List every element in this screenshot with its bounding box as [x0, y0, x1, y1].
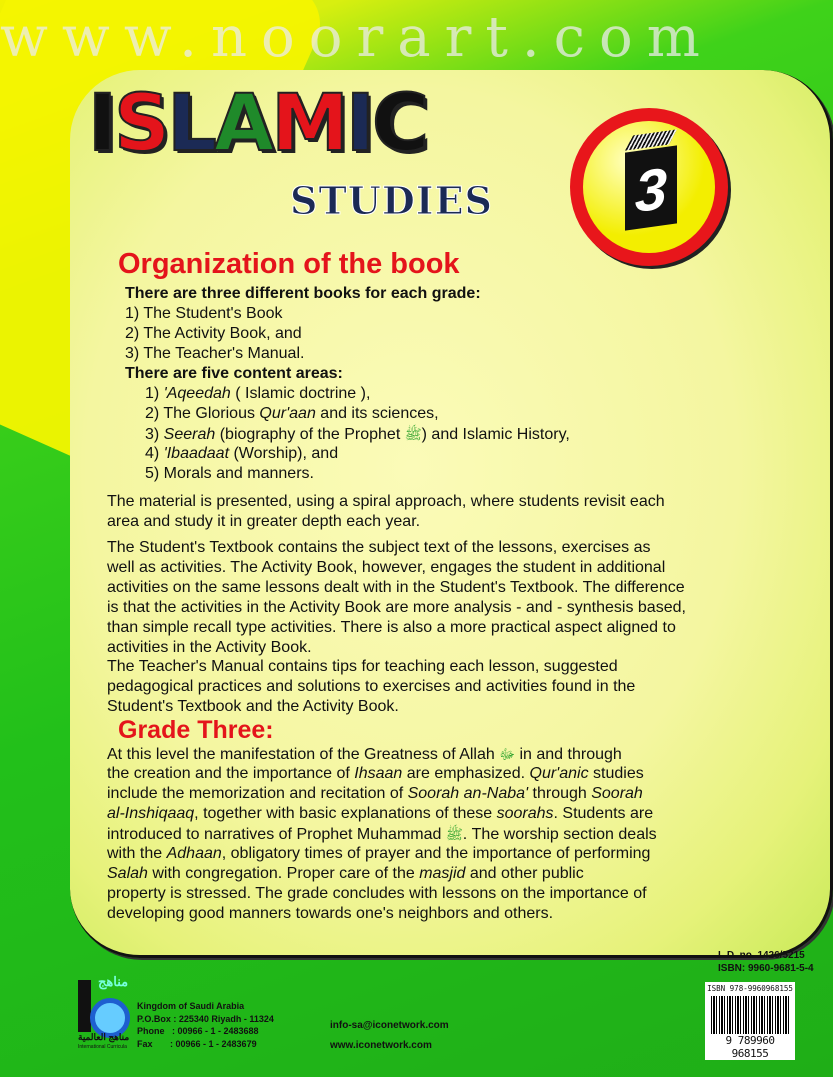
text-line: The Teacher's Manual contains tips for teaching each lesson, suggested	[107, 658, 618, 675]
text-segment: 'Aqeedah	[163, 385, 231, 402]
text-segment: are emphasized.	[402, 765, 530, 782]
text-segment: (Worship), and	[229, 445, 339, 462]
text-segment: and its sciences,	[315, 405, 439, 422]
text-segment: and other public	[465, 865, 584, 882]
text-segment: Qur'anic	[529, 765, 589, 782]
honorific-glyph: ﷺ	[404, 426, 422, 442]
text-line	[107, 804, 657, 824]
text-segment: 3) The Teacher's Manual.	[125, 345, 305, 362]
barcode-bars	[711, 996, 789, 1036]
logo-letter: L	[167, 79, 214, 169]
text-segment: 1)	[145, 385, 164, 402]
barcode	[705, 982, 795, 1060]
text-line: pedagogical practices and solutions to exercises and activities found in the	[107, 678, 636, 695]
text-segment: masjid	[419, 865, 466, 882]
text-segment: 3)	[145, 426, 164, 443]
paragraph-spiral-approach	[107, 492, 665, 532]
text-segment: , obligatory times of prayer and the importance of performing	[221, 845, 651, 862]
address-line: Phone : 00966 - 1 - 2483688	[137, 1026, 259, 1036]
text-line	[107, 744, 657, 764]
text-segment: 1) The Student's Book	[125, 305, 283, 322]
text-segment: soorahs	[496, 805, 554, 822]
legal-deposit-number: L.D. no. 1426/5215	[718, 950, 805, 961]
text-line: activities on the same lessons dealt with in the Student's Textbook. The difference	[107, 579, 685, 596]
text-line	[125, 344, 570, 364]
text-line: than simple recall type activities. There is also a more practical aspect aligned to	[107, 619, 676, 636]
publisher-address	[137, 1000, 274, 1050]
text-line	[107, 784, 657, 804]
text-line: The material is presented, using a spiral approach, where students revisit each	[107, 493, 665, 510]
barcode-isbn: ISBN 978-9960968155	[707, 984, 793, 993]
address-line: Kingdom of Saudi Arabia	[137, 1001, 245, 1011]
text-segment: al-Inshiqaaq	[107, 805, 195, 822]
text-segment: Adhaan	[166, 845, 222, 862]
text-segment: (biography of the Prophet	[215, 426, 405, 443]
logo-letter: S	[114, 79, 168, 169]
text-segment: developing good manners towards one's neighbors and others.	[107, 905, 554, 922]
text-segment: in and through	[515, 746, 622, 763]
publisher-logo-arabic: مناهج	[98, 974, 129, 989]
publisher-logo-arabic-name: مناهج العالمية	[78, 1032, 130, 1042]
text-line: Student's Textbook and the Activity Book.	[107, 698, 399, 715]
grade-badge	[570, 108, 728, 266]
text-line	[125, 444, 570, 464]
text-segment: 'Ibaadaat	[163, 445, 230, 462]
watermark: www.noorart.com	[0, 5, 714, 70]
legal-info	[718, 950, 814, 975]
text-segment: Soorah	[591, 785, 643, 802]
text-line	[125, 404, 570, 424]
text-segment: introduced to narratives of Prophet Muhammad	[107, 826, 446, 843]
grade-number: 3	[634, 155, 668, 226]
text-line	[125, 324, 570, 344]
text-segment: , together with basic explanations of these	[194, 805, 497, 822]
publisher-logo-english: International Curricula	[78, 1044, 127, 1050]
text-segment: Ihsaan	[354, 765, 403, 782]
organization-list	[125, 284, 570, 484]
text-line: The Student's Textbook contains the subject text of the lessons, exercises as	[107, 539, 651, 556]
section-heading-organization: Organization of the book	[118, 248, 460, 280]
honorific-glyph: ﷻ	[499, 746, 516, 762]
text-segment: property is stressed. The grade concludes with lessons on the importance of	[107, 885, 647, 902]
text-segment: 2) The Activity Book, and	[125, 325, 302, 342]
text-line	[107, 864, 657, 884]
text-segment: 4)	[145, 445, 164, 462]
logo-letter: I	[88, 79, 115, 169]
text-segment: 5) Morals and manners.	[145, 465, 314, 482]
text-line	[107, 764, 657, 784]
paragraph-student-textbook	[107, 538, 686, 658]
publisher-email[interactable]: info-sa@iconetwork.com	[330, 1020, 449, 1031]
text-line: is that the activities in the Activity Book are more analysis - and - synthesis based,	[107, 599, 686, 616]
text-segment: There are five content areas:	[125, 365, 343, 382]
logo-letter: I	[345, 79, 372, 169]
text-segment: through	[528, 785, 592, 802]
barcode-digits: 9 789960 968155	[705, 1034, 795, 1060]
text-line	[125, 384, 570, 404]
text-line	[125, 424, 570, 444]
text-segment: 2) The Glorious	[145, 405, 260, 422]
text-segment: ) and Islamic History,	[421, 426, 570, 443]
text-segment: with congregation. Proper care of the	[147, 865, 420, 882]
text-segment: Soorah an-Naba'	[407, 785, 529, 802]
publisher-website[interactable]: www.iconetwork.com	[330, 1040, 432, 1051]
text-line: well as activities. The Activity Book, however, engages the student in additional	[107, 559, 666, 576]
section-heading-grade-three: Grade Three:	[118, 716, 274, 744]
text-segment: There are three different books for each grade:	[125, 285, 481, 302]
text-segment: the creation and the importance of	[107, 765, 355, 782]
text-line	[125, 304, 570, 324]
book-icon	[625, 145, 677, 230]
text-line	[107, 884, 657, 904]
text-line	[107, 824, 657, 844]
text-segment: Qur'aan	[259, 405, 316, 422]
text-line	[107, 904, 657, 924]
text-line	[125, 464, 570, 484]
address-line: P.O.Box : 225340 Riyadh - 11324	[137, 1013, 274, 1024]
logo-letter: A	[213, 79, 272, 169]
text-segment: At this level the manifestation of the Greatness of Allah	[107, 746, 500, 763]
series-logo-subtitle: STUDIES	[290, 178, 493, 223]
text-segment: include the memorization and recitation of	[107, 785, 408, 802]
text-segment: with the	[107, 845, 167, 862]
text-line	[125, 284, 570, 304]
text-segment: ( Islamic doctrine ),	[230, 385, 371, 402]
text-segment: Seerah	[163, 426, 216, 443]
honorific-glyph: ﷺ	[445, 826, 463, 842]
series-logo	[88, 79, 427, 169]
publisher-logo	[78, 972, 138, 1052]
text-line	[107, 844, 657, 864]
logo-letter: M	[271, 79, 346, 169]
address-line: Fax : 00966 - 1 - 2483679	[137, 1038, 257, 1049]
text-line	[125, 364, 570, 384]
logo-letter: C	[371, 79, 427, 169]
isbn-text: ISBN: 9960-9681-5-4	[718, 962, 814, 974]
text-segment: . Students are	[553, 805, 654, 822]
grade-three-description	[107, 744, 657, 924]
text-line: area and study it in greater depth each year.	[107, 513, 421, 530]
text-segment: Salah	[107, 865, 148, 882]
text-line: activities in the Activity Book.	[107, 639, 312, 656]
paragraph-teacher-manual	[107, 657, 635, 717]
text-segment: studies	[588, 765, 644, 782]
text-segment: . The worship section deals	[462, 826, 657, 843]
